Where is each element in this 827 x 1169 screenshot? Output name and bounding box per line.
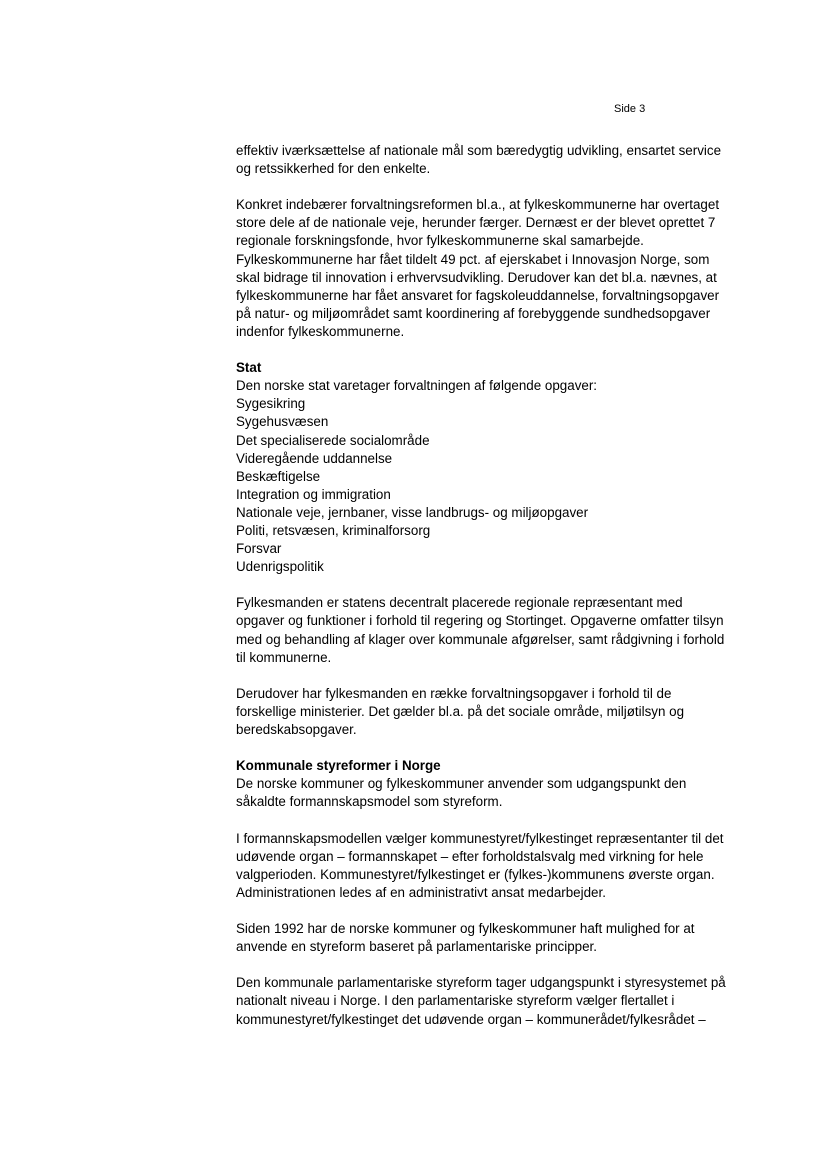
list-item: Det specialiserede socialområde (236, 432, 430, 448)
kommunale-paragraph-1 (236, 775, 751, 811)
list-item: Sygesikring (236, 396, 306, 412)
kommunale-paragraph-4 (236, 974, 751, 1028)
list-item: Videregående uddannelse (236, 450, 393, 466)
stat-paragraph-2 (236, 685, 751, 739)
text-line: og retssikkerhed for den enkelte. (236, 161, 431, 177)
text-line: kommunestyret/fylkestinget det udøvende organ – kommunerådet/fylkesrådet – (236, 1011, 706, 1027)
text-line: beredskabsopgaver. (236, 722, 357, 737)
list-item: Udenrigspolitik (236, 559, 324, 575)
document-body (236, 142, 751, 1047)
stat-paragraph-1 (236, 594, 751, 666)
list-item: Politi, retsvæsen, kriminalforsorg (236, 522, 431, 538)
text-line: Fylkeskommunerne har fået tildelt 49 pct. af ejerskabet i Innovasjon Norge, som (236, 251, 710, 267)
text-line: udøvende organ – formannskapet – efter forholdstalsvalg med virkning for hele (236, 848, 704, 864)
intro-paragraph-2 (236, 196, 751, 341)
text-line: forskellige ministerier. Det gælder bl.a. på det sociale område, miljøtilsyn og (236, 703, 685, 719)
text-line: anvende en styreform baseret på parlamentariske principper. (236, 939, 597, 955)
section-heading-stat: Stat (236, 360, 262, 376)
text-line: skal bidrage til innovation i erhvervsudvikling. Derudover kan det bl.a. nævnes, at (236, 269, 717, 285)
text-line: Administrationen ledes af en administrativt ansat medarbejder. (236, 884, 606, 900)
list-item: Beskæftigelse (236, 468, 321, 484)
text-line: I formannskapsmodellen vælger kommunestyret/fylkestinget repræsentanter til det (236, 830, 724, 846)
list-item: Forsvar (236, 541, 282, 557)
section-heading-kommunale: Kommunale styreformer i Norge (236, 758, 441, 774)
text-line: til kommunerne. (236, 649, 332, 665)
text-line: fylkeskommunerne har fået ansvaret for fagskoleuddannelse, forvaltningsopgaver (236, 287, 720, 303)
stat-task-list (236, 395, 751, 576)
text-line: indenfor fylkeskommunerne. (236, 323, 405, 339)
text-line: Den kommunale parlamentariske styreform tager udgangspunkt i styresystemet på (236, 975, 726, 991)
text-line: Derudover har fylkesmanden en række forvaltningsopgaver i forhold til de (236, 685, 672, 701)
text-line: med og behandling af klager over kommunale afgørelser, samt rådgivning i forhold (236, 631, 725, 647)
text-line: valgperioden. Kommunestyret/fylkestinget er (fylkes-)kommunens øverste organ. (236, 866, 715, 882)
list-item: Nationale veje, jernbaner, visse landbrugs- og miljøopgaver (236, 504, 589, 520)
text-line: Konkret indebærer forvaltningsreformen bl.a., at fylkeskommunerne har overtaget (236, 197, 720, 213)
stat-intro: Den norske stat varetager forvaltningen af følgende opgaver: (236, 378, 598, 394)
text-line: Fylkesmanden er statens decentralt placerede regionale repræsentant med (236, 595, 683, 611)
page-number: Side 3 (614, 103, 646, 115)
text-line: Siden 1992 har de norske kommuner og fylkeskommuner haft mulighed for at (236, 921, 695, 937)
text-line: De norske kommuner og fylkeskommuner anvender som udgangspunkt den (236, 776, 687, 792)
kommunale-paragraph-2 (236, 830, 751, 902)
intro-paragraph-1 (236, 142, 751, 178)
text-line: nationalt niveau i Norge. I den parlamentariske styreform vælger flertallet i (236, 993, 675, 1009)
list-item: Integration og immigration (236, 486, 391, 502)
text-line: regionale forskningsfonde, hvor fylkeskommunerne skal samarbejde. (236, 233, 644, 249)
text-line: på natur- og miljøområdet samt koordinering af forebyggende sundhedsopgaver (236, 305, 711, 321)
text-line: effektiv iværksættelse af nationale mål som bæredygtig udvikling, ensartet service (236, 143, 722, 158)
text-line: opgaver og funktioner i forhold til regering og Stortinget. Opgaverne omfatter tilsyn (236, 613, 724, 629)
kommunale-paragraph-3 (236, 920, 751, 956)
text-line: store dele af de nationale veje, herunder færger. Dernæst er der blevet oprettet 7 (236, 215, 716, 231)
text-line: såkaldte formannskapsmodel som styreform. (236, 794, 503, 810)
list-item: Sygehusvæsen (236, 414, 329, 430)
